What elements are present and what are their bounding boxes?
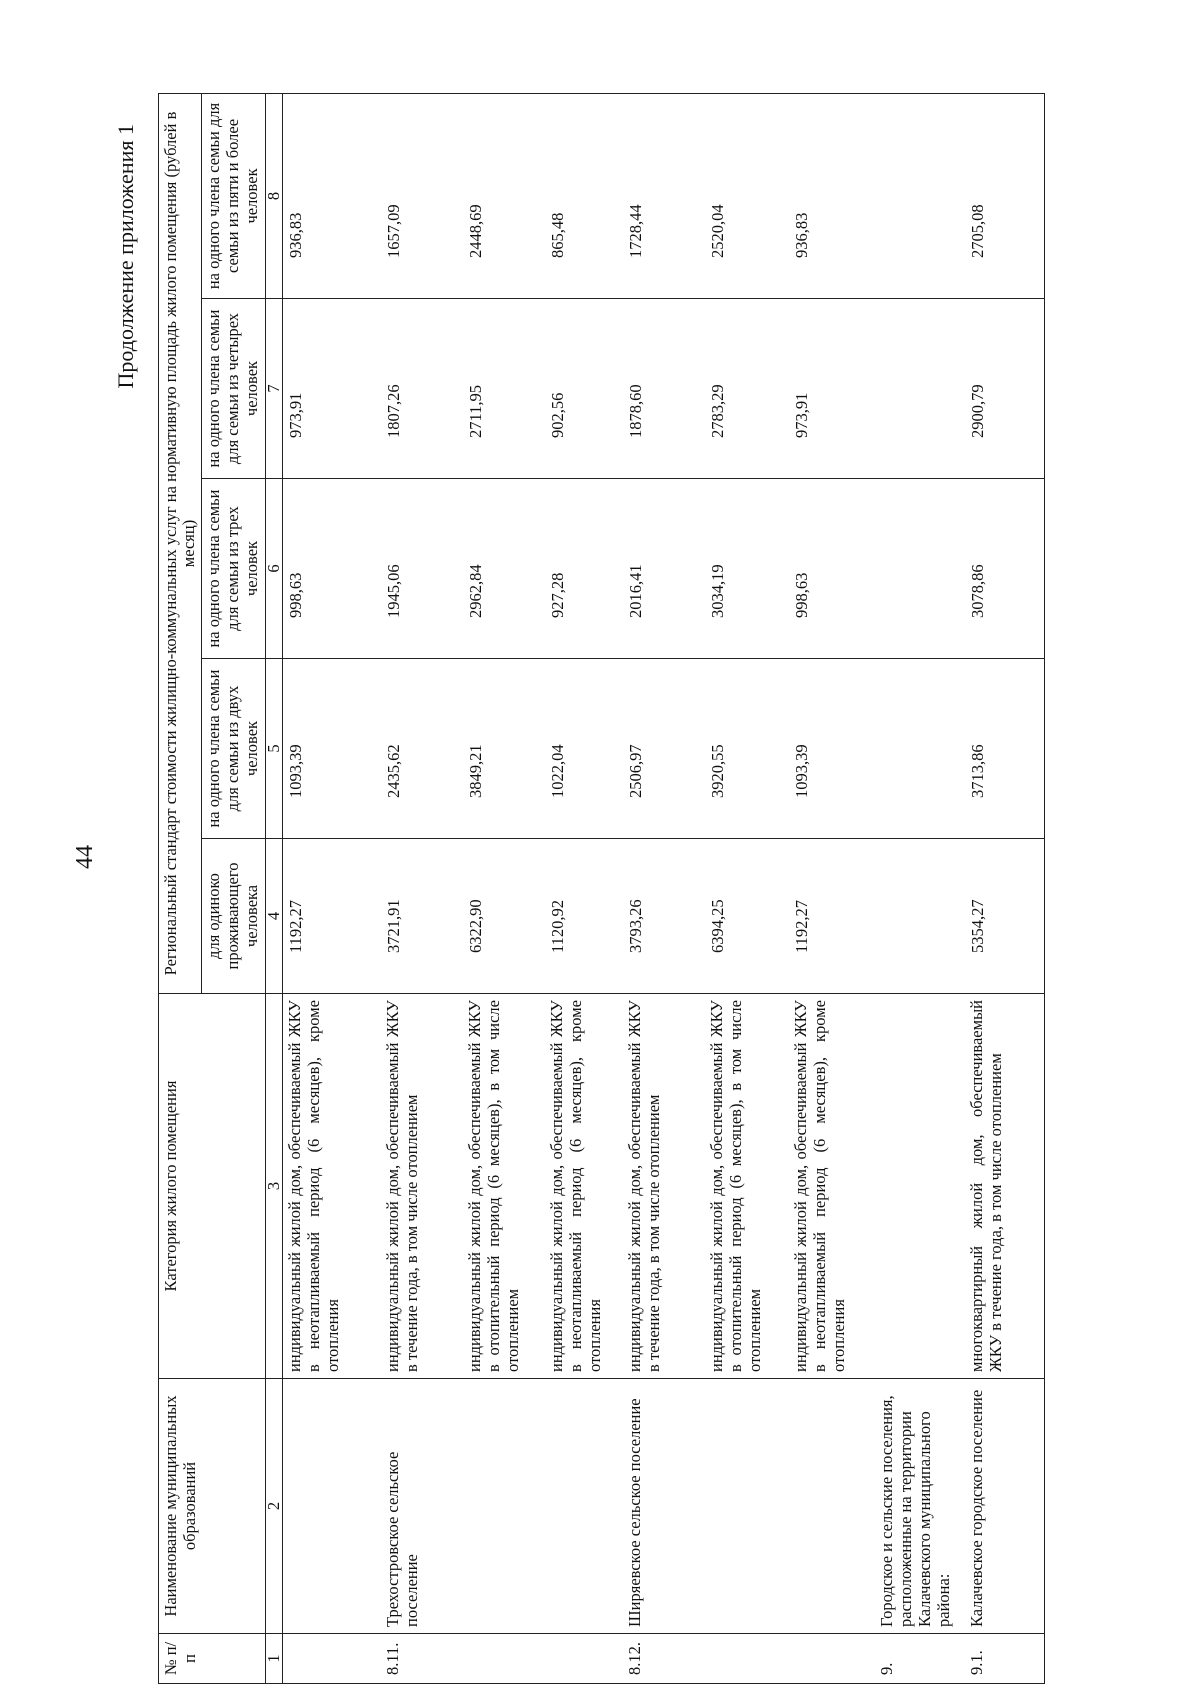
row-value-family-4: 902,56 <box>545 299 623 479</box>
row-value-family-3 <box>875 479 965 659</box>
header-num-4: 4 <box>266 839 283 994</box>
row-number <box>705 1634 789 1684</box>
header-col-family-5: на одного члена семьи для семьи из пяти и более человек <box>202 93 266 298</box>
header-col-family-4: на одного члена семьи для семьи из четырех человек <box>202 299 266 479</box>
row-value-family-3: 1945,06 <box>381 479 463 659</box>
row-value-family-5: 936,83 <box>789 93 875 298</box>
table-row <box>381 93 463 1683</box>
row-municipality <box>705 1379 789 1634</box>
row-municipality: Калачевское городское поселение <box>965 1379 1045 1634</box>
header-num-8: 8 <box>266 93 283 298</box>
row-value-family-4 <box>875 299 965 479</box>
row-municipality <box>283 1379 381 1634</box>
row-number: 9.1. <box>965 1634 1045 1684</box>
header-num-2: 2 <box>266 1379 283 1634</box>
header-num-7: 7 <box>266 299 283 479</box>
row-value-single: 5354,27 <box>965 839 1045 994</box>
table-row <box>283 93 381 1683</box>
row-value-single <box>875 839 965 994</box>
row-category: индивидуальный жилой дом, обеспечиваемый ЖКУ в отопительный период (6 месяцев), в том числе отоплением <box>705 994 789 1379</box>
rotated-page <box>0 79 1100 1699</box>
row-value-family-2: 2435,62 <box>381 659 463 839</box>
tariff-table <box>158 93 1045 1684</box>
row-value-family-5: 936,83 <box>283 93 381 298</box>
table-row <box>789 93 875 1683</box>
page-number: 44 <box>72 845 98 869</box>
row-category: индивидуальный жилой дом, обеспечиваемый ЖКУ в неотапливаемый период (6 месяцев), кроме отопления <box>789 994 875 1379</box>
row-value-family-5: 2448,69 <box>463 93 545 298</box>
row-value-family-4: 2783,29 <box>705 299 789 479</box>
row-value-family-3: 998,63 <box>283 479 381 659</box>
row-value-family-2: 3920,55 <box>705 659 789 839</box>
row-value-family-5: 865,48 <box>545 93 623 298</box>
row-category: индивидуальный жилой дом, обеспечиваемый ЖКУ в течение года, в том числе отоплением <box>623 994 705 1379</box>
table-row <box>545 93 623 1683</box>
row-municipality: Трехостровское сельское поселение <box>381 1379 463 1634</box>
row-value-family-2: 3849,21 <box>463 659 545 839</box>
row-municipality <box>463 1379 545 1634</box>
row-value-single: 1192,27 <box>789 839 875 994</box>
row-value-single: 3721,91 <box>381 839 463 994</box>
row-value-family-2: 3713,86 <box>965 659 1045 839</box>
row-value-family-2 <box>875 659 965 839</box>
row-value-family-5: 1657,09 <box>381 93 463 298</box>
row-value-single: 6322,90 <box>463 839 545 994</box>
header-col-municipality: Наименование муниципальных образований <box>159 1379 266 1634</box>
table-row <box>623 93 705 1683</box>
row-value-family-5: 2520,04 <box>705 93 789 298</box>
row-value-family-4: 1807,26 <box>381 299 463 479</box>
row-value-family-3: 2016,41 <box>623 479 705 659</box>
row-municipality <box>545 1379 623 1634</box>
row-value-family-3: 2962,84 <box>463 479 545 659</box>
table-header <box>159 93 283 1683</box>
row-number: 8.12. <box>623 1634 705 1684</box>
header-num-1: 1 <box>266 1634 283 1684</box>
header-group-standard: Региональный стандарт стоимости жилищно-коммунальных услуг на нормативную площадь жилого помещения (рублей в месяц) <box>159 93 202 993</box>
header-num-6: 6 <box>266 479 283 659</box>
row-value-family-5: 1728,44 <box>623 93 705 298</box>
table-row <box>705 93 789 1683</box>
row-municipality: Городское и сельские поселения, расположенные на территории Калачевского муниципального района: <box>875 1379 965 1634</box>
row-category: индивидуальный жилой дом, обеспечиваемый ЖКУ в неотапливаемый период (6 месяцев), кроме отопления <box>545 994 623 1379</box>
table-row <box>965 93 1045 1683</box>
row-number <box>463 1634 545 1684</box>
row-number <box>283 1634 381 1684</box>
header-num-5: 5 <box>266 659 283 839</box>
row-value-single: 6394,25 <box>705 839 789 994</box>
row-number: 9. <box>875 1634 965 1684</box>
row-value-family-3: 927,28 <box>545 479 623 659</box>
row-category <box>875 994 965 1379</box>
row-value-family-4: 973,91 <box>789 299 875 479</box>
row-value-family-5 <box>875 93 965 298</box>
row-value-family-2: 1022,04 <box>545 659 623 839</box>
row-category: многоквартирный жилой дом, обеспечиваемый ЖКУ в течение года, в том числе отоплением <box>965 994 1045 1379</box>
table-row <box>875 93 965 1683</box>
row-number <box>789 1634 875 1684</box>
row-value-family-4: 1878,60 <box>623 299 705 479</box>
header-col-single: для одиноко проживающего человека <box>202 839 266 994</box>
row-value-single: 1120,92 <box>545 839 623 994</box>
row-value-family-4: 973,91 <box>283 299 381 479</box>
continuation-title: Продолжение приложения 1 <box>113 124 138 389</box>
table-body <box>283 93 1045 1683</box>
row-value-family-2: 2506,97 <box>623 659 705 839</box>
row-category: индивидуальный жилой дом, обеспечиваемый ЖКУ в отопительный период (6 месяцев), в том числе отоплением <box>463 994 545 1379</box>
header-col-category: Категория жилого помещения <box>159 994 266 1379</box>
row-value-family-5: 2705,08 <box>965 93 1045 298</box>
header-col-family-2: на одного члена семьи для семьи из двух человек <box>202 659 266 839</box>
row-municipality: Ширяевское сельское поселение <box>623 1379 705 1634</box>
header-col-number: № п/п <box>159 1634 266 1684</box>
row-value-family-2: 1093,39 <box>283 659 381 839</box>
row-value-single: 1192,27 <box>283 839 381 994</box>
row-number: 8.11. <box>381 1634 463 1684</box>
row-value-family-3: 3078,86 <box>965 479 1045 659</box>
header-num-3: 3 <box>266 994 283 1379</box>
row-value-single: 3793,26 <box>623 839 705 994</box>
row-value-family-4: 2900,79 <box>965 299 1045 479</box>
row-value-family-4: 2711,95 <box>463 299 545 479</box>
table-row <box>463 93 545 1683</box>
row-value-family-2: 1093,39 <box>789 659 875 839</box>
row-number <box>545 1634 623 1684</box>
row-category: индивидуальный жилой дом, обеспечиваемый ЖКУ в неотапливаемый период (6 месяцев), кроме отопления <box>283 994 381 1379</box>
row-municipality <box>789 1379 875 1634</box>
row-category: индивидуальный жилой дом, обеспечиваемый ЖКУ в течение года, в том числе отоплением <box>381 994 463 1379</box>
row-value-family-3: 3034,19 <box>705 479 789 659</box>
row-value-family-3: 998,63 <box>789 479 875 659</box>
header-col-family-3: на одного члена семьи для семьи из трех человек <box>202 479 266 659</box>
